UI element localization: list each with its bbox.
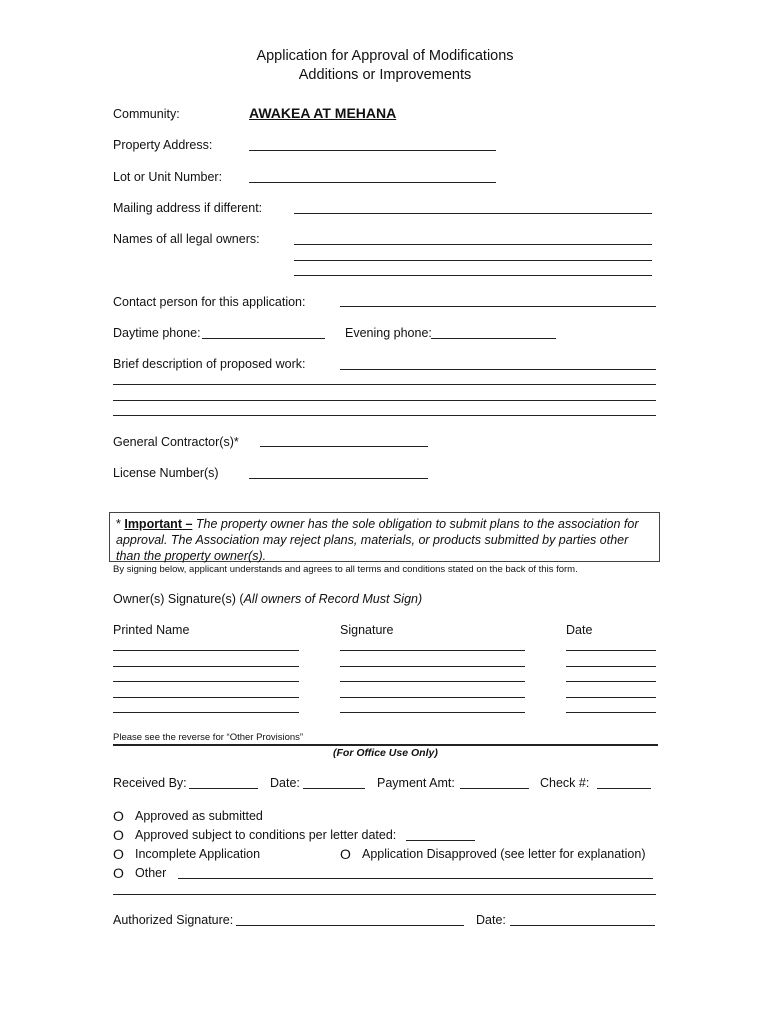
other-option-circle[interactable]: O	[113, 865, 124, 881]
property-address-field[interactable]	[249, 150, 496, 151]
sig-date-field-3[interactable]	[566, 681, 656, 682]
owners-field-2[interactable]	[294, 260, 652, 261]
description-field-1[interactable]	[340, 369, 656, 370]
received-by-label: Received By:	[113, 776, 187, 790]
payment-field[interactable]	[460, 788, 529, 789]
printed-name-field-5[interactable]	[113, 712, 299, 713]
reverse-note: Please see the reverse for “Other Provisions”	[113, 732, 304, 743]
signature-field-2[interactable]	[340, 666, 525, 667]
contact-label: Contact person for this application:	[113, 295, 306, 309]
office-divider	[113, 744, 658, 746]
notice-important: Important –	[124, 517, 193, 531]
sig-date-field-4[interactable]	[566, 697, 656, 698]
printed-name-field-2[interactable]	[113, 666, 299, 667]
conditions-option-circle[interactable]: O	[113, 827, 124, 843]
contact-field[interactable]	[340, 306, 656, 307]
disapproved-option-label: Application Disapproved (see letter for explanation)	[362, 847, 646, 861]
description-field-4[interactable]	[113, 415, 656, 416]
authorized-signature-field[interactable]	[236, 925, 464, 926]
license-field[interactable]	[249, 478, 428, 479]
signatures-heading-italic: All owners of Record Must Sign)	[243, 592, 423, 606]
incomplete-option-circle[interactable]: O	[113, 846, 124, 862]
authorized-date-field[interactable]	[510, 925, 655, 926]
mailing-field[interactable]	[294, 213, 652, 214]
description-field-2[interactable]	[113, 384, 656, 385]
daytime-phone-label: Daytime phone:	[113, 326, 201, 340]
printed-name-field-3[interactable]	[113, 681, 299, 682]
authorized-signature-label: Authorized Signature:	[113, 913, 234, 927]
sig-date-field-2[interactable]	[566, 666, 656, 667]
signing-note: By signing below, applicant understands and agrees to all terms and conditions stated on the back of this form.	[113, 564, 578, 575]
sig-date-field-5[interactable]	[566, 712, 656, 713]
check-label: Check #:	[540, 776, 590, 790]
conditions-option-label: Approved subject to conditions per letter dated:	[135, 828, 397, 842]
property-address-label: Property Address:	[113, 138, 213, 152]
authorized-date-label: Date:	[476, 913, 506, 927]
other-option-label: Other	[135, 866, 167, 880]
check-field[interactable]	[597, 788, 651, 789]
form-title-line1: Application for Approval of Modifications	[256, 48, 514, 64]
notice-prefix: *	[116, 517, 125, 531]
lot-field[interactable]	[249, 182, 496, 183]
approved-option-circle[interactable]: O	[113, 808, 124, 824]
other-field-2[interactable]	[113, 894, 656, 895]
signature-field-3[interactable]	[340, 681, 525, 682]
mailing-label: Mailing address if different:	[113, 201, 263, 215]
col-signature: Signature	[340, 623, 394, 637]
signatures-heading	[113, 592, 422, 606]
owners-field-1[interactable]	[294, 244, 652, 245]
payment-label: Payment Amt:	[377, 776, 455, 790]
col-date: Date	[566, 623, 593, 637]
important-notice-box	[109, 512, 660, 562]
printed-name-field-1[interactable]	[113, 650, 299, 651]
signature-field-4[interactable]	[340, 697, 525, 698]
disapproved-option-circle[interactable]: O	[340, 846, 351, 862]
signature-field-5[interactable]	[340, 712, 525, 713]
evening-phone-label: Evening phone:	[345, 326, 432, 340]
sig-date-field-1[interactable]	[566, 650, 656, 651]
conditions-date-field[interactable]	[406, 840, 475, 841]
signatures-heading-text: Owner(s) Signature(s) (	[113, 592, 244, 606]
other-field-1[interactable]	[178, 878, 653, 879]
owners-label: Names of all legal owners:	[113, 232, 260, 246]
approved-option-label: Approved as submitted	[135, 809, 263, 823]
office-use-heading: (For Office Use Only)	[333, 747, 438, 759]
received-by-field[interactable]	[189, 788, 258, 789]
description-field-3[interactable]	[113, 400, 656, 401]
evening-phone-field[interactable]	[431, 338, 556, 339]
important-notice-text	[116, 516, 656, 564]
office-date-label: Date:	[270, 776, 300, 790]
printed-name-field-4[interactable]	[113, 697, 299, 698]
daytime-phone-field[interactable]	[202, 338, 325, 339]
owners-field-3[interactable]	[294, 275, 652, 276]
contractor-label: General Contractor(s)*	[113, 435, 239, 449]
contractor-field[interactable]	[260, 446, 428, 447]
form-title-line2: Additions or Improvements	[298, 67, 472, 83]
lot-label: Lot or Unit Number:	[113, 170, 223, 184]
notice-body: The property owner has the sole obligation to submit plans to the association for approval. The Association may reject plans, materials, or products submitted by parties other than the property owner(s).	[116, 517, 639, 563]
signature-field-1[interactable]	[340, 650, 525, 651]
license-label: License Number(s)	[113, 466, 219, 480]
col-printed-name: Printed Name	[113, 623, 190, 637]
community-value: AWAKEA AT MEHANA	[249, 105, 397, 121]
incomplete-option-label: Incomplete Application	[135, 847, 261, 861]
community-label: Community:	[113, 107, 180, 121]
description-label: Brief description of proposed work:	[113, 357, 306, 371]
office-date-field[interactable]	[303, 788, 365, 789]
